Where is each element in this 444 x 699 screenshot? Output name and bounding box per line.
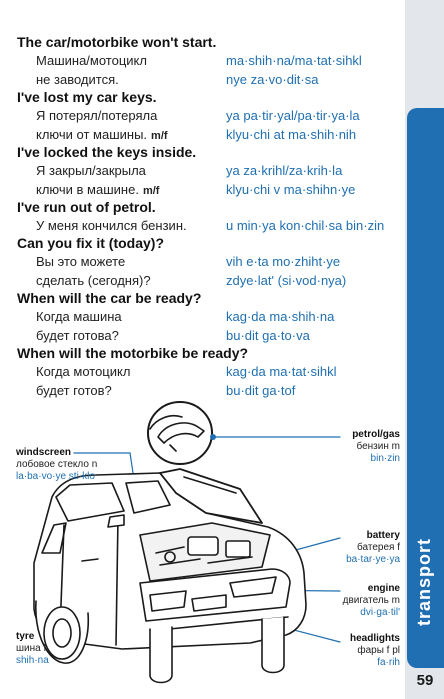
- phrase-transliteration: u min·ya kon·chil·sa bin·zin: [226, 218, 385, 233]
- label-transliteration: shih·na: [16, 655, 49, 666]
- phrase-line: [17, 70, 397, 89]
- phrase-transliteration: klyu·chi at ma·shih·nih: [226, 127, 357, 142]
- phrase-transliteration: nye za·vo·dit·sa: [226, 72, 319, 87]
- car-diagram: [0, 385, 405, 699]
- phrase-line: [17, 51, 397, 70]
- phrase-line: [17, 216, 397, 235]
- phrase-russian: Когда машина: [36, 309, 122, 324]
- label-russian: батерея f: [357, 542, 400, 553]
- section-tab-label: transport: [414, 537, 434, 626]
- callout-engine: [310, 583, 400, 619]
- phrase-line: [17, 271, 397, 290]
- phrase-transliteration: vih e·ta mo·zhiht·ye: [226, 254, 341, 269]
- phrase-russian-wrap: [36, 180, 159, 201]
- label-transliteration: bin·zin: [370, 453, 400, 464]
- callout-tyre: [16, 631, 76, 667]
- phrase-russian: Я закрыл/закрыла: [36, 163, 146, 178]
- phrase-transliteration: bu·dit ga·to·va: [226, 328, 310, 343]
- callout-windscreen: [16, 447, 136, 483]
- phrase-transliteration: ya pa·tir·yal/pa·tir·ya·la: [226, 108, 360, 123]
- label-russian: шина f: [16, 643, 47, 654]
- phrase-english: Can you fix it (today)?: [17, 235, 164, 251]
- phrase-entry: [17, 34, 397, 89]
- phrase-transliteration: ya za·krihl/za·krih·la: [226, 163, 343, 178]
- phrase-russian: Когда мотоцикл: [36, 364, 131, 379]
- label-english: battery: [366, 530, 400, 541]
- phrase-line: [17, 326, 397, 345]
- label-transliteration: dvi·ga·til': [360, 607, 400, 618]
- phrase-russian: ключи от машины.: [36, 127, 148, 142]
- callout-battery: [320, 530, 400, 566]
- gender-marker: m/f: [142, 185, 160, 197]
- gender-marker: m/f: [151, 130, 168, 142]
- label-russian: лобовое стекло n: [16, 459, 98, 470]
- label-english: headlights: [349, 633, 400, 644]
- callout-headlights: [310, 633, 400, 669]
- phrase-russian: сделать (сегодня)?: [36, 273, 151, 288]
- phrase-english: I've locked the keys inside.: [17, 144, 197, 160]
- label-transliteration: la·ba·vo·ye sti·klo: [16, 471, 95, 482]
- phrase-transliteration: bu·dit ga·tof: [226, 383, 296, 398]
- phrase-transliteration: klyu·chi v ma·shihn·ye: [226, 182, 356, 197]
- phrase-line: [17, 180, 397, 199]
- phrase-russian: У меня кончился бензин.: [36, 218, 187, 233]
- page-number: 59: [416, 672, 434, 689]
- label-russian: бензин m: [356, 441, 400, 452]
- phrase-transliteration: ma·shih·na/ma·tat·sihkl: [226, 53, 362, 68]
- phrase-russian: Машина/мотоцикл: [36, 53, 147, 68]
- phrase-russian-wrap: [36, 125, 168, 146]
- label-russian: двигатель m: [342, 595, 400, 606]
- phrase-entry: [17, 235, 397, 290]
- label-english: engine: [367, 583, 400, 594]
- phrase-transliteration: kag·da ma·tat·sihkl: [226, 364, 337, 379]
- phrase-english: I've run out of petrol.: [17, 199, 156, 215]
- label-english: windscreen: [16, 447, 72, 458]
- phrase-english: When will the motorbike be ready?: [17, 345, 249, 361]
- phrase-line: [17, 362, 397, 381]
- label-russian: фары f pl: [357, 645, 400, 656]
- phrase-entry: [17, 199, 397, 235]
- phrase-english: When will the car be ready?: [17, 290, 202, 306]
- phrase-russian: будет готов?: [36, 383, 112, 398]
- label-english: tyre: [16, 631, 35, 642]
- phrase-entry: [17, 144, 397, 199]
- phrase-line: [17, 252, 397, 271]
- phrase-entry: [17, 89, 397, 144]
- phrase-english: I've lost my car keys.: [17, 89, 157, 105]
- phrase-entry: [17, 290, 397, 345]
- phrase-line: [17, 307, 397, 326]
- phrase-russian: Я потерял/потеряла: [36, 108, 158, 123]
- phrase-line: [17, 125, 397, 144]
- phrase-transliteration: kag·da ma·shih·na: [226, 309, 335, 324]
- callout-petrol: [330, 429, 400, 465]
- phrase-russian: Вы это можете: [36, 254, 126, 269]
- phrase-line: [17, 106, 397, 125]
- phrase-english: The car/motorbike won't start.: [17, 34, 217, 50]
- label-transliteration: ba·tar·ye·ya: [346, 554, 400, 565]
- phrase-russian: не заводится.: [36, 72, 119, 87]
- phrase-transliteration: zdye·lat' (si·vod·nya): [226, 273, 347, 288]
- label-transliteration: fa·rih: [377, 657, 400, 668]
- phrase-line: [17, 161, 397, 180]
- label-english: petrol/gas: [352, 429, 400, 440]
- phrase-russian: ключи в машине.: [36, 182, 139, 197]
- phrase-russian: будет готова?: [36, 328, 119, 343]
- phrase-list: [17, 34, 397, 400]
